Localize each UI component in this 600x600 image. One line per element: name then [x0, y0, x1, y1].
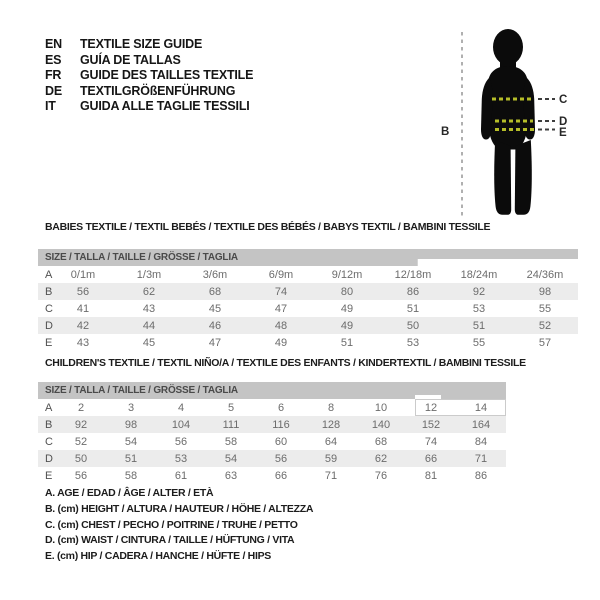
legend-row: C. (cm) CHEST / PECHO / POITRINE / TRUHE / PETTO	[45, 518, 298, 531]
size-cell: 52	[74, 435, 88, 448]
size-cell: 84	[474, 435, 488, 448]
size-cell: 56	[274, 452, 288, 465]
row-label: B	[45, 418, 53, 431]
size-cell: 4	[177, 401, 185, 414]
size-cell: 68	[208, 285, 222, 298]
row-label: E	[45, 336, 53, 349]
size-cell: 50	[74, 452, 88, 465]
row-label: C	[45, 435, 53, 448]
row-label: A	[45, 268, 53, 281]
size-cell: 152	[421, 418, 441, 431]
row-label: B	[45, 285, 53, 298]
table-row	[38, 450, 506, 467]
size-cell: 54	[124, 435, 138, 448]
size-cell: 53	[174, 452, 188, 465]
size-cell: 14	[474, 401, 488, 414]
size-cell: 51	[340, 336, 354, 349]
header-notch-artifact	[415, 395, 441, 399]
babies-table-body	[38, 266, 578, 351]
language-code: ES	[45, 52, 62, 67]
size-cell: 92	[74, 418, 88, 431]
size-cell: 58	[224, 435, 238, 448]
size-cell: 1/3m	[136, 268, 162, 281]
language-code: FR	[45, 68, 62, 82]
size-cell: 71	[474, 452, 488, 465]
size-cell: 45	[142, 336, 156, 349]
size-cell: 51	[472, 319, 486, 332]
waist-label: D	[559, 116, 568, 128]
language-code: IT	[45, 99, 56, 113]
babies-table-header: SIZE / TALLA / TAILLE / GRÖSSE / TAGLIA	[38, 249, 578, 266]
size-cell: 42	[76, 319, 90, 332]
table-row	[38, 334, 578, 351]
size-cell: 60	[274, 435, 288, 448]
size-cell: 80	[340, 285, 354, 298]
table-row	[38, 467, 506, 484]
size-cell: 74	[424, 435, 438, 448]
size-cell: 64	[324, 435, 338, 448]
size-cell: 5	[227, 401, 235, 414]
legend-row: D. (cm) WAIST / CINTURA / TAILLE / HÜFTUNG / VITA	[45, 534, 295, 547]
language-row	[45, 53, 253, 69]
size-cell: 57	[538, 336, 552, 349]
size-cell: 6	[277, 401, 285, 414]
size-cell: 44	[142, 319, 156, 332]
size-cell: 53	[472, 302, 486, 315]
size-cell: 12/18m	[394, 268, 432, 281]
size-cell: 49	[340, 302, 354, 315]
size-cell: 58	[124, 469, 138, 482]
size-cell: 56	[76, 285, 90, 298]
legend-row: B. (cm) HEIGHT / ALTURA / HAUTEUR / HÖHE / ALTEZZA	[45, 502, 314, 515]
hip-label: E	[559, 127, 567, 139]
size-cell: 71	[324, 469, 338, 482]
size-cell: 111	[222, 418, 240, 431]
size-cell: 86	[406, 285, 420, 298]
size-cell: 43	[142, 302, 156, 315]
size-cell: 24/36m	[526, 268, 564, 281]
table-row	[38, 399, 506, 416]
babies-section-title: BABIES TEXTILE / TEXTIL BEBÉS / TEXTILE DES BÉBÉS / BABYS TEXTIL / BAMBINI TESSILE	[45, 221, 491, 233]
size-cell: 140	[371, 418, 391, 431]
size-cell: 55	[472, 336, 486, 349]
size-cell: 43	[76, 336, 90, 349]
table-row	[38, 317, 578, 334]
size-cell: 68	[374, 435, 388, 448]
chest-label: C	[559, 94, 568, 106]
size-cell: 52	[538, 319, 552, 332]
row-label: D	[45, 319, 53, 332]
size-cell: 0/1m	[70, 268, 96, 281]
babies-size-table	[38, 249, 578, 351]
measurement-figure	[440, 20, 590, 230]
size-cell: 128	[321, 418, 341, 431]
height-label: B	[441, 126, 450, 138]
size-cell: 3	[127, 401, 135, 414]
size-cell: 164	[471, 418, 491, 431]
size-cell: 49	[274, 336, 288, 349]
size-cell: 47	[208, 336, 222, 349]
size-cell: 62	[142, 285, 156, 298]
size-cell: 81	[424, 469, 438, 482]
language-label: GUIDA ALLE TAGLIE TESSILI	[80, 99, 250, 113]
size-cell: 9/12m	[331, 268, 363, 281]
language-row	[45, 84, 253, 100]
legend-row: A. AGE / EDAD / ÂGE / ALTER / ETÀ	[45, 487, 214, 499]
children-size-table	[38, 382, 506, 484]
size-cell: 98	[538, 285, 552, 298]
size-cell: 18/24m	[460, 268, 498, 281]
size-cell: 12	[424, 401, 438, 414]
legend-row: E. (cm) HIP / CADERA / HANCHE / HÜFTE / HIPS	[45, 550, 271, 563]
header-notch-artifact	[417, 259, 579, 266]
table-row	[38, 416, 506, 433]
size-cell: 51	[406, 302, 420, 315]
children-table-body	[38, 399, 506, 484]
table-row	[38, 433, 506, 450]
size-cell: 66	[424, 452, 438, 465]
children-table-header: SIZE / TALLA / TAILLE / GRÖSSE / TAGLIA	[38, 382, 506, 399]
size-cell: 41	[76, 302, 90, 315]
children-section-title: CHILDREN'S TEXTILE / TEXTIL NIÑO/A / TEXTILE DES ENFANTS / KINDERTEXTIL / BAMBINI TESSILE	[45, 357, 526, 369]
language-row	[45, 68, 253, 84]
size-cell: 2	[77, 401, 85, 414]
size-cell: 6/9m	[268, 268, 294, 281]
size-cell: 76	[374, 469, 388, 482]
language-code: EN	[45, 37, 62, 51]
table-row	[38, 266, 578, 283]
size-cell: 59	[324, 452, 338, 465]
size-cell: 48	[274, 319, 288, 332]
language-label: GUIDE DES TAILLES TEXTILE	[80, 68, 254, 82]
measurement-legend	[45, 486, 313, 565]
language-row	[45, 37, 253, 53]
size-cell: 45	[208, 302, 222, 315]
size-cell: 61	[174, 469, 188, 482]
size-cell: 50	[406, 319, 420, 332]
size-cell: 53	[406, 336, 420, 349]
size-cell: 66	[274, 469, 288, 482]
size-cell: 51	[124, 452, 138, 465]
size-cell: 74	[274, 285, 288, 298]
size-cell: 55	[538, 302, 552, 315]
language-label: TEXTILE SIZE GUIDE	[80, 37, 203, 51]
size-cell: 86	[474, 469, 488, 482]
row-label: E	[45, 469, 53, 482]
size-cell: 10	[374, 401, 388, 414]
table-row	[38, 300, 578, 317]
size-cell: 63	[224, 469, 238, 482]
size-cell: 49	[340, 319, 354, 332]
language-row	[45, 99, 253, 115]
size-cell: 47	[274, 302, 288, 315]
size-cell: 3/6m	[202, 268, 228, 281]
language-label: TEXTILGRÖßENFÜHRUNG	[80, 83, 236, 98]
size-cell: 54	[224, 452, 238, 465]
size-cell: 116	[272, 418, 290, 431]
language-list	[45, 37, 253, 115]
size-cell: 56	[174, 435, 188, 448]
row-label: C	[45, 302, 53, 315]
size-cell: 98	[124, 418, 138, 431]
row-label: A	[45, 401, 53, 414]
table-row	[38, 283, 578, 300]
size-cell: 46	[208, 319, 222, 332]
size-cell: 92	[472, 285, 486, 298]
size-cell: 56	[74, 469, 88, 482]
size-cell: 104	[171, 418, 191, 431]
language-code: DE	[45, 83, 62, 98]
size-cell: 62	[374, 452, 388, 465]
language-label: GUÍA DE TALLAS	[80, 52, 181, 67]
row-label: D	[45, 452, 53, 465]
size-cell: 8	[327, 401, 335, 414]
